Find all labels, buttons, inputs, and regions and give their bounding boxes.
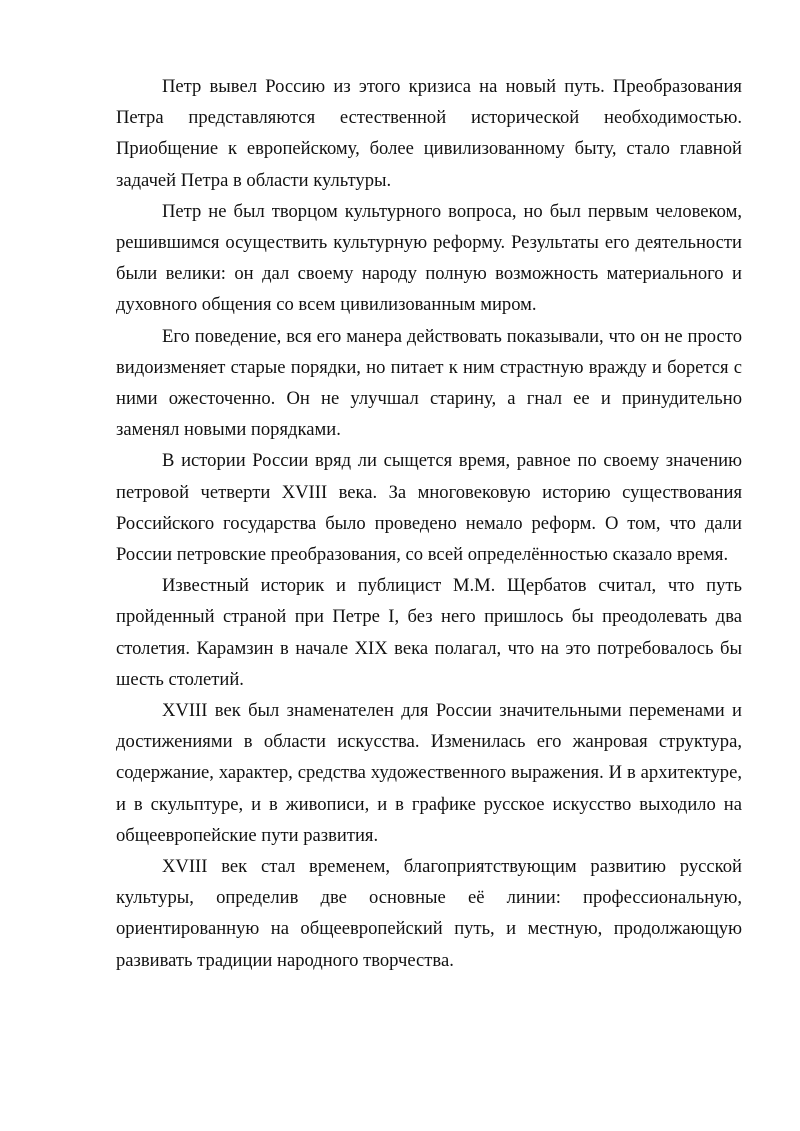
paragraph-1: Петр вывел Россию из этого кризиса на новый путь. Преобразования Петра представляются естественной исторической необходимостью. Приобщение к европейскому, более цивилизованному быту, стало главной задачей Петра в области культуры. (116, 76, 742, 191)
document-body (116, 71, 742, 976)
paragraph-3: Его поведение, вся его манера действовать показывали, что он не просто видоизменяет старые порядки, но питает к ним страстную вражду и борется с ними ожесточенно. Он не улучшал старину, а гнал ее и принудительно заменял новыми порядками. (116, 325, 742, 441)
paragraph-5: Известный историк и публицист М.М. Щербатов считал, что путь пройденный страной при Петре I, без него пришлось бы преодолевать два столетия. Карамзин в начале XIX века полагал, что на это потребовалось бы шесть столетий. (116, 575, 742, 690)
paragraph-6: XVIII век был знаменателен для России значительными переменами и достижениями в области искусства. Изменилась его жанровая структура, содержание, характер, средства художественного выражения. И в архитектуре, и в скульптуре, и в живописи, и в графике русское искусство выходило на общеевропейские пути развития. (116, 700, 742, 846)
paragraph-7: XVIII век стал временем, благоприятствующим развитию русской культуры, определив две основные её линии: профессиональную, ориентированную на общеевропейский путь, и местную, продолжающую развивать традиции народного творчества. (116, 856, 742, 971)
paragraph-4: В истории России вряд ли сыщется время, равное по своему значению петровой четверти XVIII века. За многовековую историю существования Российского государства было проведено немало реформ. О том, что дали России петровские преобразования, со всей определённостью сказало время. (116, 450, 742, 566)
paragraph-2: Петр не был творцом культурного вопроса, но был первым человеком, решившимся осуществить культурную реформу. Результаты его деятельности были велики: он дал своему народу полную возможность материального и духовного общения со всем цивилизованным миром. (116, 200, 742, 316)
